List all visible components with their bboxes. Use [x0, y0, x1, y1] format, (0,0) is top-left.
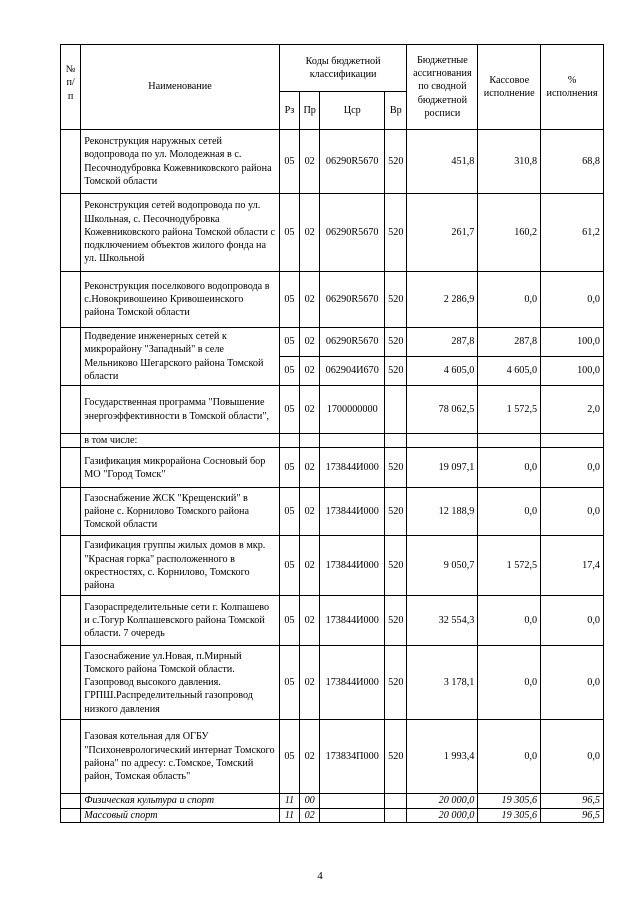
header-name: Наименование — [81, 45, 280, 130]
row-csr — [320, 794, 385, 808]
table-row — [61, 536, 604, 596]
table-body — [61, 130, 604, 823]
table-row — [61, 488, 604, 536]
row-cash: 0,0 — [478, 646, 541, 720]
row-pr: 02 — [300, 357, 320, 386]
row-vr — [385, 386, 407, 434]
row-csr: 06290R5670 — [320, 130, 385, 194]
row-rz: 05 — [279, 448, 299, 488]
row-number — [61, 448, 81, 488]
row-name: Газораспределительные сети г. Колпашево и с.Тогур Колпашевского района Томской области. 7 очередь — [81, 596, 280, 646]
row-csr: 06290R5670 — [320, 194, 385, 272]
table-row — [61, 272, 604, 328]
row-vr: 520 — [385, 357, 407, 386]
row-pr: 02 — [300, 130, 320, 194]
row-allocation: 19 097,1 — [407, 448, 478, 488]
header-budget-codes: Коды бюджетной классификации — [279, 45, 407, 92]
row-rz: 05 — [279, 130, 299, 194]
row-rz: 05 — [279, 357, 299, 386]
row-csr — [320, 808, 385, 822]
row-pr: 02 — [300, 194, 320, 272]
row-number — [61, 434, 81, 448]
row-rz: 05 — [279, 386, 299, 434]
row-csr: 173844И000 — [320, 488, 385, 536]
row-pr: 02 — [300, 328, 320, 357]
row-name: Газификация группы жилых домов в мкр. "Красная горка" расположенного в окрестностях, с. Корнилово, Томского района — [81, 536, 280, 596]
row-vr: 520 — [385, 130, 407, 194]
row-vr: 520 — [385, 272, 407, 328]
table-row — [61, 194, 604, 272]
budget-execution-table — [60, 44, 604, 823]
row-percent: 2,0 — [541, 386, 604, 434]
table-row-section — [61, 794, 604, 808]
row-pr: 02 — [300, 536, 320, 596]
header-csr: Цср — [320, 92, 385, 130]
row-name: Газификация микрорайона Сосновый бор МО "Город Томск" — [81, 448, 280, 488]
row-number — [61, 130, 81, 194]
row-allocation: 9 050,7 — [407, 536, 478, 596]
row-cash: 1 572,5 — [478, 536, 541, 596]
row-vr: 520 — [385, 536, 407, 596]
row-percent: 100,0 — [541, 357, 604, 386]
row-name: Массовый спорт — [81, 808, 280, 822]
table-row — [61, 130, 604, 194]
table-row — [61, 328, 604, 357]
row-csr: 173844И000 — [320, 646, 385, 720]
row-rz: 05 — [279, 272, 299, 328]
row-percent: 0,0 — [541, 720, 604, 794]
row-cash: 0,0 — [478, 488, 541, 536]
row-allocation: 4 605,0 — [407, 357, 478, 386]
row-number — [61, 488, 81, 536]
row-pr: 00 — [300, 794, 320, 808]
row-name: Газоснабжение ЖСК "Крещенский" в районе с. Корнилово Томского района Томской области — [81, 488, 280, 536]
row-rz: 11 — [279, 794, 299, 808]
row-allocation: 2 286,9 — [407, 272, 478, 328]
table-row — [61, 596, 604, 646]
row-pr: 02 — [300, 720, 320, 794]
row-rz: 11 — [279, 808, 299, 822]
row-pr: 02 — [300, 488, 320, 536]
row-csr: 173844И000 — [320, 596, 385, 646]
row-percent: 0,0 — [541, 596, 604, 646]
row-csr: 173844И000 — [320, 536, 385, 596]
row-allocation: 12 188,9 — [407, 488, 478, 536]
row-cash: 1 572,5 — [478, 386, 541, 434]
row-name: Газовая котельная для ОГБУ "Психоневрологический интернат Томского района" по адресу: с.Томское, Томский район, Томская область" — [81, 720, 280, 794]
row-vr — [385, 794, 407, 808]
row-percent: 0,0 — [541, 272, 604, 328]
row-allocation: 287,8 — [407, 328, 478, 357]
row-number — [61, 194, 81, 272]
header-pr: Пр — [300, 92, 320, 130]
row-percent: 0,0 — [541, 646, 604, 720]
row-name: в том числе: — [81, 434, 280, 448]
row-name: Государственная программа "Повышение энергоэффективности в Томской области", — [81, 386, 280, 434]
row-percent: 61,2 — [541, 194, 604, 272]
row-percent: 68,8 — [541, 130, 604, 194]
header-allocations: Бюджетные ассигнования по сводной бюджетной росписи — [407, 45, 478, 130]
row-percent: 100,0 — [541, 328, 604, 357]
row-vr — [385, 808, 407, 822]
table-row — [61, 646, 604, 720]
row-pr: 02 — [300, 386, 320, 434]
table-row-subsection — [61, 808, 604, 822]
row-csr: 1700000000 — [320, 386, 385, 434]
row-percent: 96,5 — [541, 808, 604, 822]
table-row-program — [61, 386, 604, 434]
row-rz: 05 — [279, 194, 299, 272]
row-percent: 0,0 — [541, 448, 604, 488]
row-vr: 520 — [385, 328, 407, 357]
row-pr: 02 — [300, 448, 320, 488]
row-cash: 0,0 — [478, 448, 541, 488]
row-cash: 0,0 — [478, 720, 541, 794]
row-pr: 02 — [300, 808, 320, 822]
row-csr: 062904И670 — [320, 357, 385, 386]
row-number — [61, 720, 81, 794]
row-csr: 06290R5670 — [320, 328, 385, 357]
row-number — [61, 386, 81, 434]
row-allocation: 1 993,4 — [407, 720, 478, 794]
row-rz: 05 — [279, 536, 299, 596]
row-vr: 520 — [385, 596, 407, 646]
page-number: 4 — [317, 870, 323, 882]
row-cash: 160,2 — [478, 194, 541, 272]
row-allocation: 20 000,0 — [407, 808, 478, 822]
row-rz: 05 — [279, 328, 299, 357]
row-vr: 520 — [385, 720, 407, 794]
row-allocation: 78 062,5 — [407, 386, 478, 434]
row-cash: 4 605,0 — [478, 357, 541, 386]
row-cash: 310,8 — [478, 130, 541, 194]
row-rz: 05 — [279, 720, 299, 794]
row-number — [61, 328, 81, 386]
row-cash: 287,8 — [478, 328, 541, 357]
row-allocation: 3 178,1 — [407, 646, 478, 720]
row-number — [61, 272, 81, 328]
row-vr: 520 — [385, 488, 407, 536]
row-csr: 06290R5670 — [320, 272, 385, 328]
row-name: Газоснабжение ул.Новая, п.Мирный Томского района Томской области. Газопровод высокого давления. ГРПШ.Распределительный газопровод низкого давления — [81, 646, 280, 720]
row-cash: 19 305,6 — [478, 794, 541, 808]
row-number — [61, 808, 81, 822]
row-number — [61, 536, 81, 596]
row-pr: 02 — [300, 646, 320, 720]
row-cash: 19 305,6 — [478, 808, 541, 822]
row-name: Реконструкция сетей водопровода по ул. Школьная, с. Песочнодубровка Кожевниковского района Томской области с подключением объектов жилого фонда на ул. Школьной — [81, 194, 280, 272]
row-cash: 0,0 — [478, 272, 541, 328]
row-name: Физическая культура и спорт — [81, 794, 280, 808]
row-name: Реконструкция наружных сетей водопровода по ул. Молодежная в с. Песочнодубровка Кожевниковского района Томской области — [81, 130, 280, 194]
row-pr: 02 — [300, 596, 320, 646]
row-rz: 05 — [279, 488, 299, 536]
row-csr: 173834П000 — [320, 720, 385, 794]
header-rz: Рз — [279, 92, 299, 130]
row-allocation: 32 554,3 — [407, 596, 478, 646]
table-row — [61, 448, 604, 488]
row-cash: 0,0 — [478, 596, 541, 646]
row-allocation: 451,8 — [407, 130, 478, 194]
row-name: Подведение инженерных сетей к микрорайону "Западный" в селе Мельниково Шегарского района Томской области — [81, 328, 280, 386]
header-number: № п/п — [61, 45, 81, 130]
header-cash-execution: Кассовое исполнение — [478, 45, 541, 130]
row-rz: 05 — [279, 646, 299, 720]
header-percent-execution: % исполнения — [541, 45, 604, 130]
row-number — [61, 646, 81, 720]
row-number — [61, 596, 81, 646]
row-vr: 520 — [385, 448, 407, 488]
row-allocation: 261,7 — [407, 194, 478, 272]
row-rz: 05 — [279, 596, 299, 646]
header-vr: Вр — [385, 92, 407, 130]
row-pr: 02 — [300, 272, 320, 328]
row-percent: 96,5 — [541, 794, 604, 808]
row-percent: 17,4 — [541, 536, 604, 596]
row-allocation: 20 000,0 — [407, 794, 478, 808]
row-vr: 520 — [385, 646, 407, 720]
row-csr: 173844И000 — [320, 448, 385, 488]
table-row — [61, 434, 604, 448]
table-row — [61, 720, 604, 794]
row-number — [61, 794, 81, 808]
row-name: Реконструкция поселкового водопровода в с.Новокривошеино Кривошеинского района Томской области — [81, 272, 280, 328]
row-vr: 520 — [385, 194, 407, 272]
row-percent: 0,0 — [541, 488, 604, 536]
